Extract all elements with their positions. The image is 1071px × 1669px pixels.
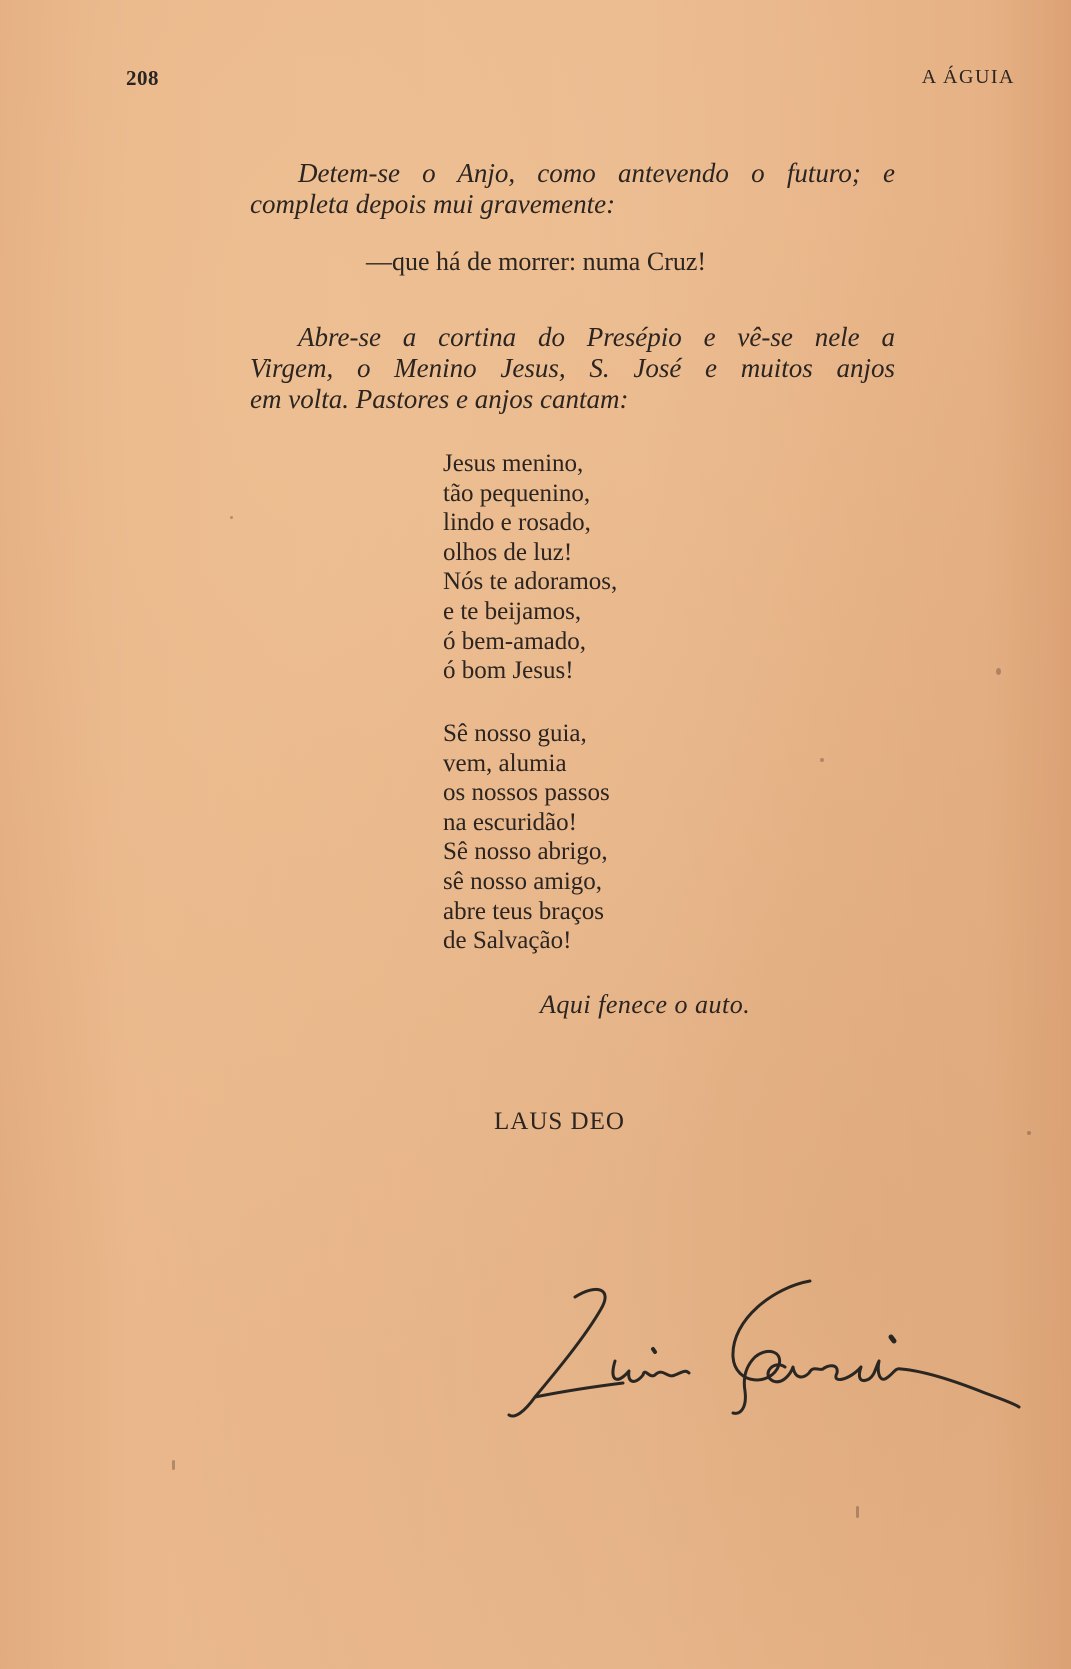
signature-stroke	[509, 1289, 605, 1416]
song-stanza-1	[443, 449, 617, 686]
verse-line: tão pequenino,	[443, 479, 591, 507]
running-title: A ÁGUIA	[921, 66, 1015, 88]
page-number: 208	[126, 66, 159, 90]
verse-line: Sê nosso abrigo,	[443, 838, 608, 866]
verse-line: Sê nosso guia,	[443, 720, 587, 747]
signature-stroke	[733, 1281, 810, 1413]
paper-speck	[1027, 1131, 1031, 1135]
verse-line: Nós te adoramos,	[443, 568, 618, 596]
verse-line: e te beijamos,	[443, 597, 582, 625]
signature-stroke	[653, 1349, 655, 1352]
verse-line: vem, alumia	[443, 749, 567, 777]
stage-direction-2	[250, 322, 895, 415]
handwritten-signature	[505, 1275, 1025, 1435]
paper-speck	[230, 516, 233, 519]
stage-direction-line: Virgem, o Menino Jesus, S. José e muitos anjos	[250, 353, 895, 383]
angel-speech: —que há de morrer: numa Cruz!	[366, 247, 707, 276]
stage-direction-line: Detem-se o Anjo, como antevendo o futuro; e	[298, 158, 895, 188]
verse-line: na escuridão!	[443, 808, 577, 836]
signature-stroke	[901, 1369, 1019, 1407]
verse-line: olhos de luz!	[443, 538, 573, 566]
verse-line: Jesus menino,	[443, 450, 584, 477]
signature-stroke	[535, 1383, 623, 1397]
verse-line: lindo e rosado,	[443, 509, 591, 537]
paper-speck	[820, 758, 824, 762]
laus-deo: LAUS DEO	[494, 1108, 625, 1135]
signature-stroke	[891, 1337, 894, 1341]
paper-speck	[996, 668, 1001, 675]
verse-line: ó bem-amado,	[443, 627, 587, 655]
signature-stroke	[613, 1361, 689, 1381]
stage-direction-line: Abre-se a cortina do Presépio e vê-se nele a	[298, 322, 895, 352]
paper-speck	[856, 1506, 859, 1518]
stage-direction-1	[250, 158, 895, 220]
verse-line: de Salvação!	[443, 927, 572, 955]
verse-line: os nossos passos	[443, 779, 610, 807]
paper-speck	[172, 1460, 175, 1470]
stage-direction-line: completa depois mui gravemente:	[250, 189, 616, 219]
verse-line: abre teus braços	[443, 897, 605, 925]
closing-line: Aqui fenece o auto.	[540, 990, 751, 1019]
song-stanza-2	[443, 719, 610, 956]
verse-line: ó bom Jesus!	[443, 657, 574, 685]
stage-direction-line: em volta. Pastores e anjos cantam:	[250, 384, 629, 414]
signature-stroke	[768, 1361, 901, 1382]
verse-line: sê nosso amigo,	[443, 867, 603, 895]
